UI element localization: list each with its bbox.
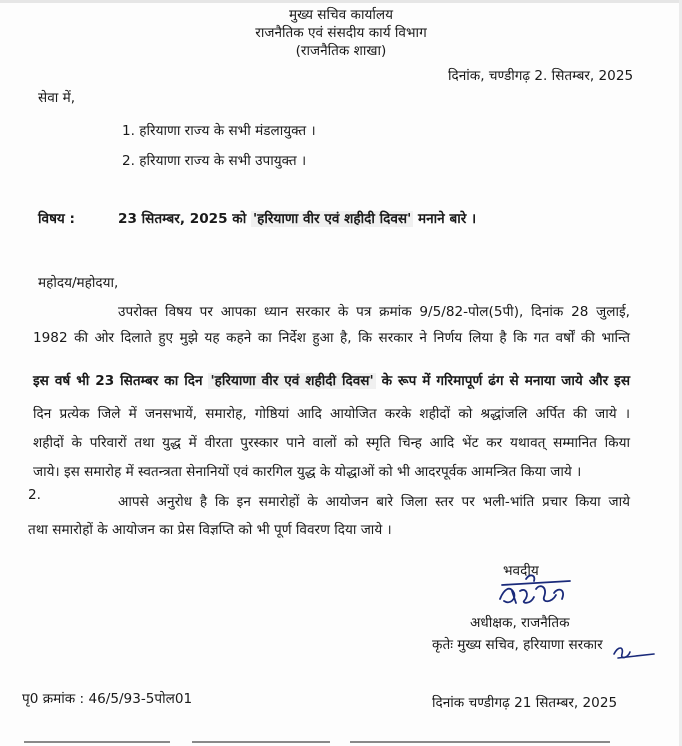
header-office: मुख्य सचिव कार्यालय <box>289 7 393 23</box>
header-branch: (राजनैतिक शाखा) <box>295 43 387 59</box>
greeting: महोदय/महोदया, <box>38 275 119 291</box>
date-line: दिनांक, चण्डीगढ़ 2. सितम्बर, 2025 <box>448 68 634 84</box>
para-2-line-2: तथा समारोहों के आयोजन का प्रेस विज्ञप्ति को भी पूर्ण विवरण दिया जाये । <box>28 522 392 538</box>
initial-mark <box>610 640 658 664</box>
recipient-2: 2. हरियाणा राज्य के सभी उपायुक्त । <box>122 153 307 169</box>
recipient-1: 1. हरियाणा राज्य के सभी मंडलायुक्त । <box>122 123 316 139</box>
endorsement-number: पृ0 क्रमांक : 46/5/93-5पोल01 <box>22 691 193 707</box>
header-department: राजनैतिक एवं संसदीय कार्य विभाग <box>255 25 427 41</box>
body-line-4 <box>33 370 630 389</box>
body-line-1: उपरोक्त विषय पर आपका ध्यान सरकार के पत्र क्रमांक 9/5/82-पोल(5पी), दिनांक 28 जुलाई, <box>118 304 630 320</box>
subject-label: विषय : <box>38 211 75 227</box>
subject-pre: 23 सितम्बर, 2025 को <box>118 211 252 227</box>
para-2-number: 2. <box>28 487 41 503</box>
para-2-line-1: आपसे अनुरोध है कि इन समारोहों के आयोजन बारे जिला स्तर पर भली-भांति प्रचार किया जाये <box>118 494 630 510</box>
next-line-cutoff <box>0 736 682 746</box>
subject-text <box>118 208 476 227</box>
closing: भवदीय <box>503 563 539 579</box>
body-line-7: जाये। इस समारोह में स्वतन्त्रता सेनानियों एवं कारगिल युद्ध के योद्धाओं को भी आदरपूर्वक आमन्त्रित किया जाये । <box>33 464 582 480</box>
body-line-2: 1982 की ओर दिलाते हुए मुझे यह कहने का निर्देश हुआ है, कि सरकार ने निर्णय लिया है कि गत वर्षों की भान्ति <box>33 330 630 346</box>
subject-event: 'हरियाणा वीर एवं शहीदी दिवस' <box>253 211 412 227</box>
line4-post: के रूप में गरिमापूर्ण ढंग से मनाया जाये और इस <box>381 373 631 389</box>
endorsement-date: दिनांक चण्डीगढ़ 21 सितम्बर, 2025 <box>432 695 618 711</box>
salutation-to: सेवा में, <box>38 90 76 106</box>
line4-event: 'हरियाणा वीर एवं शहीदी दिवस' <box>210 373 374 389</box>
subject-post: मनाने बारे । <box>413 211 477 227</box>
designation: अधीक्षक, राजनैतिक <box>470 615 570 631</box>
body-line-5: दिन प्रत्येक जिले में जनसभायें, समारोह, गोष्ठियां आदि आयोजित करके शहीदों को श्रद्धांजलि अर्पित की जाये । <box>33 406 630 422</box>
line4-pre: इस वर्ष भी 23 सितम्बर का दिन <box>33 373 203 389</box>
on-behalf: कृतेः मुख्य सचिव, हरियाणा सरकार <box>432 637 603 653</box>
page-top-edge <box>0 0 682 3</box>
signature <box>496 567 576 609</box>
body-line-6: शहीदों के परिवारों तथा युद्ध में वीरता पुरस्कार पाने वालों को स्मृति चिन्ह आदि भेंट कर यथावत् सम्मानित किया <box>33 435 630 451</box>
